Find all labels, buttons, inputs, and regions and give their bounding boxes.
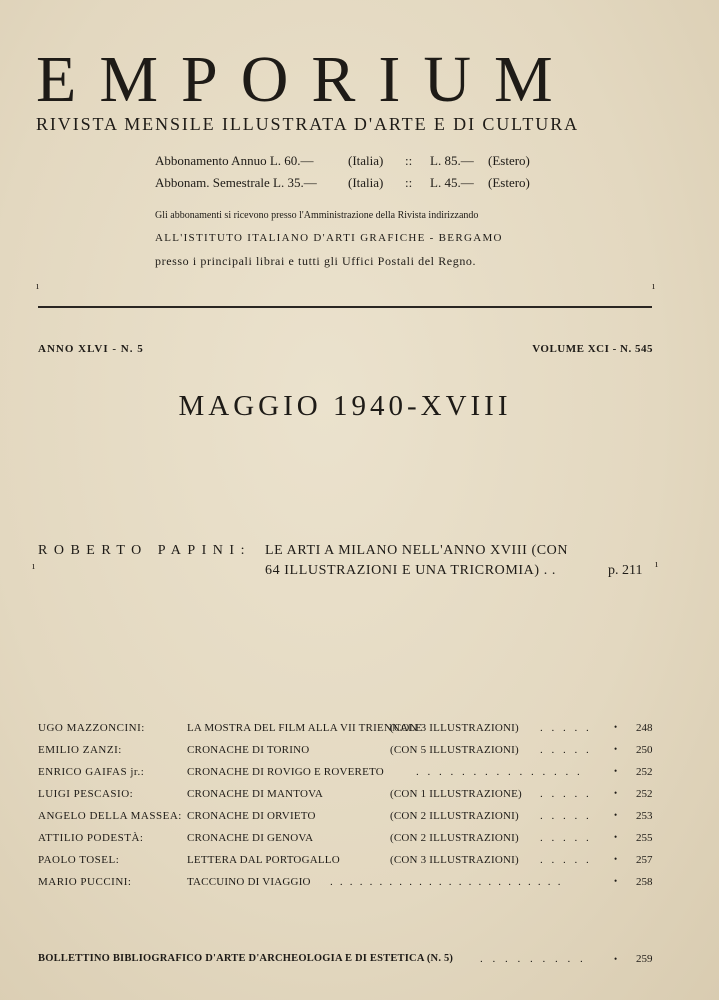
subscription-note: Gli abbonamenti si ricevono presso l'Amministrazione della Rivista indirizzando [155,210,479,221]
issue-date: MAGGIO 1940-XVIII [178,390,512,422]
toc-leader-dots: . . . . . . . . . . . . . . . [416,766,583,778]
subscription-label: Abbonamento Annuo L. 60.— [155,153,314,168]
registration-mark: ı [36,280,40,292]
toc-row [0,722,719,740]
toc-author: UGO MAZZONCINI: [38,722,145,734]
toc-bullet: • [614,788,618,798]
toc-leader-dots: . . . . . [540,832,592,844]
toc-title: CRONACHE DI ORVIETO [187,810,316,822]
toc-author: ANGELO DELLA MASSEA: [38,810,182,822]
toc-page: 258 [636,876,653,888]
toc-illustrations: (CON 3 ILLUSTRAZIONI) [390,854,519,866]
toc-title: CRONACHE DI MANTOVA [187,788,324,800]
toc-page: 248 [636,722,653,734]
toc-row [0,832,719,850]
subscription-separator: :: [405,175,413,190]
toc-bullet: • [614,766,618,776]
toc-bullet: • [614,832,618,842]
toc-author: LUIGI PESCASIO: [38,788,134,800]
feature-author: ROBERTO PAPINI: [38,543,251,558]
toc-page: 257 [636,854,653,866]
toc-bullet: • [614,810,618,820]
toc-row [0,744,719,762]
toc-bullet: • [614,854,618,864]
toc-page: 252 [636,788,653,800]
subscription-abroad-price: L. 85.— [430,153,474,168]
toc-page: 255 [636,832,653,844]
toc-row [0,810,719,828]
toc-illustrations: (CON 5 ILLUSTRAZIONI) [390,744,519,756]
toc-leader-dots: . . . . . [540,788,592,800]
toc-author: MARIO PUCCINI: [38,876,132,888]
toc-leader-dots: . . . . . [540,854,592,866]
toc-illustrations: (CON 1 ILLUSTRAZIONE) [390,788,522,800]
toc-row [0,876,719,894]
toc-leader-dots: . . . . . [540,810,592,822]
toc-leader-dots: . . . . . [540,744,592,756]
toc-leader-dots: . . . . . [540,722,592,734]
feature-title-line2: 64 ILLUSTRAZIONI E UNA TRICROMIA) . . [265,563,557,578]
distribution-note: presso i principali librai e tutti gli Uffici Postali del Regno. [155,254,477,268]
toc-title: TACCUINO DI VIAGGIO [187,876,311,888]
registration-mark: ı [32,560,36,572]
toc-title: CRONACHE DI ROVIGO E ROVERETO [187,766,384,778]
bibliography-title: BOLLETTINO BIBLIOGRAFICO D'ARTE D'ARCHEOLOGIA E DI ESTETICA (N. 5) [38,953,454,964]
toc-author: ENRICO GAIFAS jr.: [38,766,145,778]
toc-title: CRONACHE DI GENOVA [187,832,314,844]
subscription-abroad-price: L. 45.— [430,175,474,190]
toc-title: LETTERA DAL PORTOGALLO [187,854,340,866]
toc-bullet: • [614,954,618,964]
bibliography-page: 259 [636,953,653,965]
toc-row [0,766,719,784]
subscription-abroad: (Estero) [488,153,530,168]
toc-illustrations: (CON 3 ILLUSTRAZIONI) [390,722,519,734]
subscription-separator: :: [405,153,413,168]
feature-page: p. 211 [608,563,643,578]
registration-mark: ı [652,280,656,292]
toc-bullet: • [614,876,618,886]
toc-author: EMILIO ZANZI: [38,744,122,756]
registration-mark: ı [655,558,659,570]
toc-page: 250 [636,744,653,756]
issue-number: ANNO XLVI - N. 5 [38,343,144,355]
toc-title: LA MOSTRA DEL FILM ALLA VII TRIENNALE [187,722,423,734]
subscription-abroad: (Estero) [488,175,530,190]
bibliography-leader-dots: . . . . . . . . . [480,953,587,965]
toc-bullet: • [614,722,618,732]
toc-row [0,788,719,806]
header-rule [38,306,652,308]
toc-bullet: • [614,744,618,754]
toc-leader-dots: . . . . . . . . . . . . . . . . . . . . . . . . [330,876,563,888]
toc-row [0,854,719,872]
subscription-italy: (Italia) [348,153,384,168]
subscription-label: Abbonam. Semestrale L. 35.— [155,175,317,190]
masthead-title: EMPORIUM [36,43,576,116]
toc-page: 253 [636,810,653,822]
toc-page: 252 [636,766,653,778]
volume-number: VOLUME XCI - N. 545 [532,343,653,355]
masthead-subtitle: RIVISTA MENSILE ILLUSTRATA D'ARTE E DI CULTURA [36,114,580,134]
toc-title: CRONACHE DI TORINO [187,744,310,756]
toc-author: PAOLO TOSEL: [38,854,120,866]
toc-illustrations: (CON 2 ILLUSTRAZIONI) [390,810,519,822]
feature-title-line1: LE ARTI A MILANO NELL'ANNO XVIII (CON [265,543,569,558]
subscription-italy: (Italia) [348,175,384,190]
toc-author: ATTILIO PODESTÀ: [38,832,144,844]
toc-illustrations: (CON 2 ILLUSTRAZIONI) [390,832,519,844]
publisher-address: ALL'ISTITUTO ITALIANO D'ARTI GRAFICHE - BERGAMO [155,232,503,244]
